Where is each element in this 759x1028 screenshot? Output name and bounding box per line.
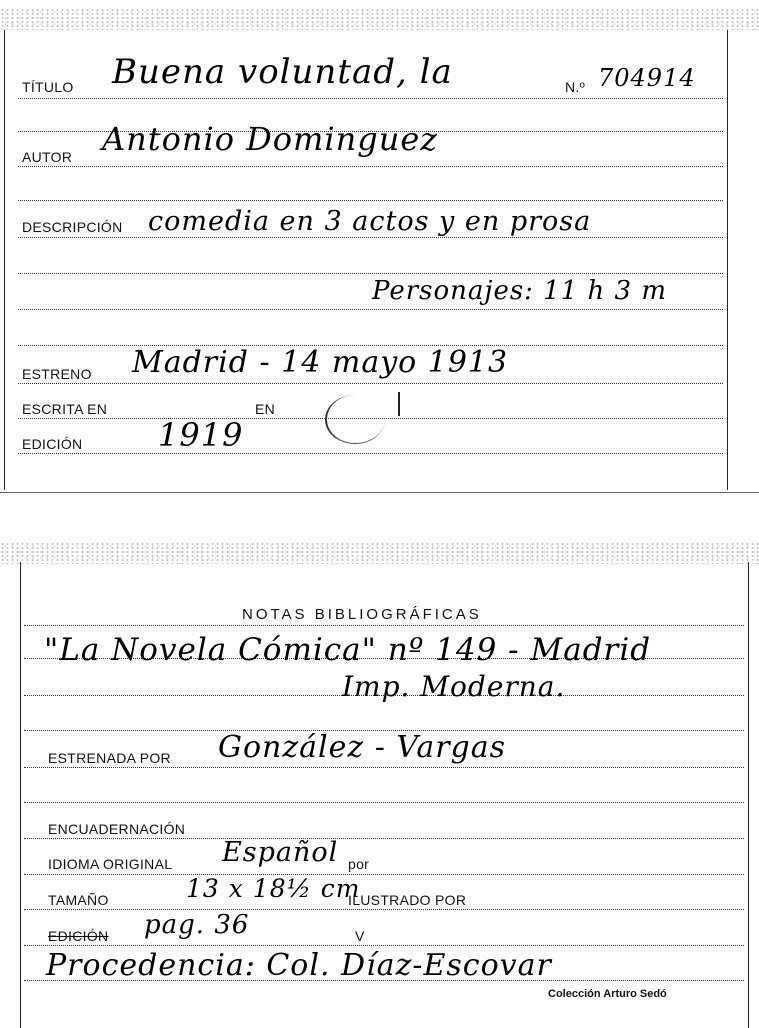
card-edge-speckle bbox=[0, 8, 759, 30]
titulo-value: Buena voluntad, la bbox=[112, 52, 453, 92]
autor-label: AUTOR bbox=[22, 149, 73, 165]
idioma-label: IDIOMA ORIGINAL bbox=[48, 856, 173, 872]
collection-credit: Colección Arturo Sedó bbox=[548, 988, 667, 1000]
notas-line1: "La Novela Cómica" nº 149 - Madrid bbox=[44, 632, 652, 668]
card-right-border bbox=[748, 562, 749, 1028]
rule bbox=[18, 383, 723, 384]
tamano-label: TAMAÑO bbox=[48, 892, 109, 908]
notas-heading: NOTAS BIBLIOGRÁFICAS bbox=[242, 606, 482, 623]
idioma-value: Español bbox=[222, 837, 339, 868]
escrita-en-label: ESCRITA EN bbox=[22, 401, 108, 417]
rule bbox=[24, 909, 744, 910]
ink-stroke bbox=[398, 392, 400, 416]
por-label: por bbox=[348, 856, 370, 872]
rule bbox=[18, 453, 723, 454]
tamano-value: 13 x 18½ cm bbox=[186, 874, 361, 903]
rule bbox=[24, 767, 744, 768]
rule bbox=[24, 945, 744, 946]
rule bbox=[24, 625, 744, 626]
card-right-border bbox=[727, 30, 728, 490]
rule bbox=[18, 273, 723, 274]
numero-label: N.º bbox=[565, 79, 586, 95]
descripcion-label: DESCRIPCIÓN bbox=[22, 219, 123, 235]
edicion-value: 1919 bbox=[158, 416, 244, 454]
rule bbox=[18, 237, 723, 238]
ink-smudge bbox=[325, 395, 385, 444]
descripcion-value: comedia en 3 actos y en prosa bbox=[148, 206, 592, 237]
rule bbox=[18, 98, 723, 99]
encuadernacion-label: ENCUADERNACIÓN bbox=[48, 821, 186, 837]
en-label: EN bbox=[255, 401, 276, 417]
edicion-label: EDICIÓN bbox=[22, 436, 83, 452]
rule bbox=[18, 166, 723, 167]
titulo-label: TÍTULO bbox=[22, 79, 74, 95]
notas-line2: Imp. Moderna. bbox=[342, 670, 566, 703]
rule bbox=[24, 838, 744, 839]
rule bbox=[24, 802, 744, 803]
estrenada-label: ESTRENADA POR bbox=[48, 750, 171, 766]
autor-value: Antonio Dominguez bbox=[102, 120, 439, 158]
card-left-border bbox=[20, 562, 21, 1028]
card-left-border bbox=[4, 30, 5, 490]
edicion-label: EDICIÓN bbox=[48, 928, 109, 944]
numero-value: 704914 bbox=[598, 64, 696, 92]
edicion-value: pag. 36 bbox=[144, 910, 250, 940]
card-separator bbox=[0, 492, 759, 493]
ilustrado-label: ILUSTRADO POR bbox=[348, 892, 467, 908]
procedencia-value: Procedencia: Col. Díaz-Escovar bbox=[46, 948, 552, 983]
estrenada-value: González - Vargas bbox=[218, 730, 507, 765]
v-label: V bbox=[355, 928, 365, 944]
estreno-value: Madrid - 14 mayo 1913 bbox=[132, 345, 509, 380]
rule bbox=[24, 874, 744, 875]
card-edge-speckle bbox=[0, 542, 759, 564]
catalog-card-back bbox=[0, 540, 759, 1028]
personajes-value: Personajes: 11 h 3 m bbox=[372, 276, 668, 306]
rule bbox=[18, 200, 723, 201]
catalog-card-front bbox=[0, 0, 759, 492]
estreno-label: ESTRENO bbox=[22, 366, 92, 382]
rule bbox=[18, 309, 723, 310]
